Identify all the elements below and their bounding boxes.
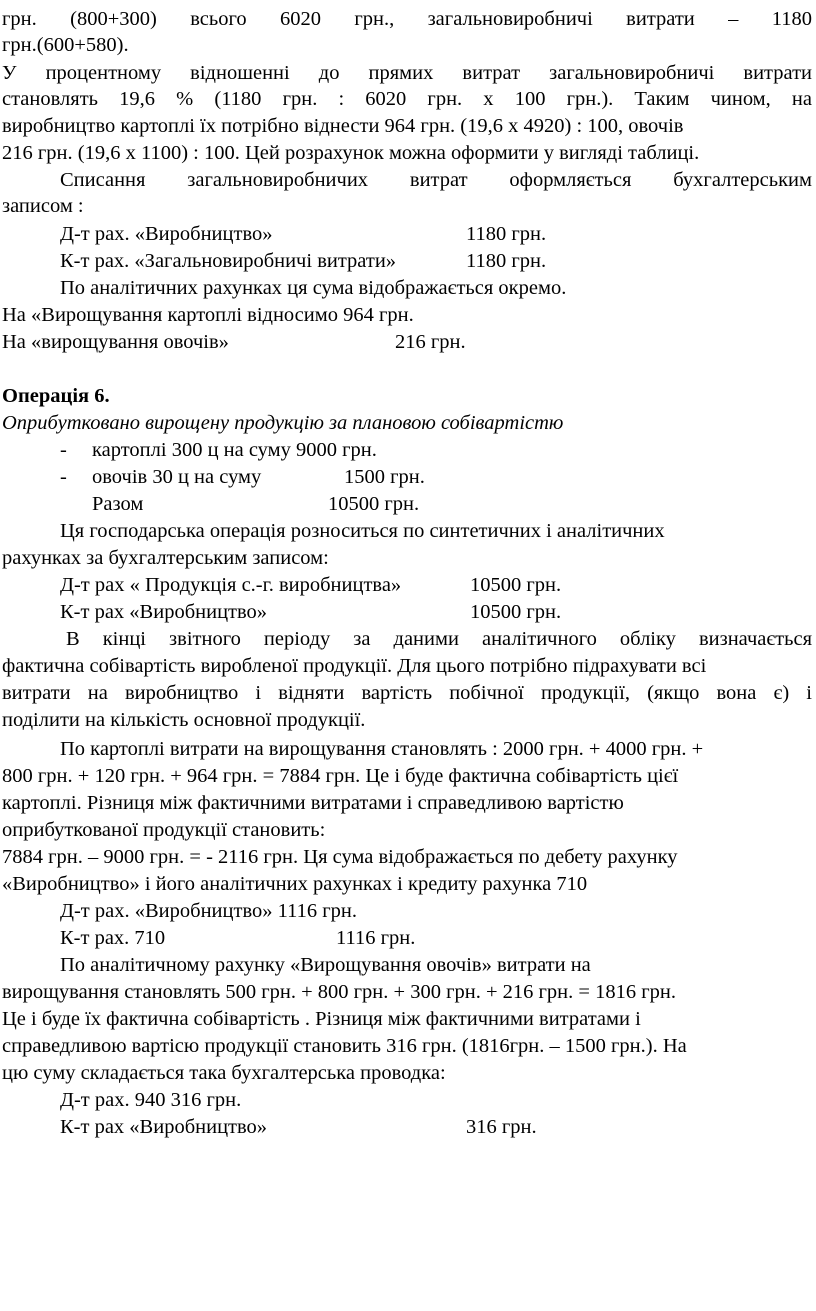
text-line: поділити на кількість основної продукції. (2, 709, 366, 731)
text-line: По аналітичному рахунку «Вирощування овочів» витрати на (60, 954, 591, 976)
text-line: По аналітичних рахунках ця сума відображається окремо. (60, 277, 567, 299)
text-line: картоплі. Різниця між фактичними витратами і справедливою вартістю (2, 792, 624, 814)
entry-debit-amount: 10500 грн. (470, 574, 562, 596)
entry-credit-account: К-т рах «Виробництво» (60, 601, 268, 623)
entry-debit: Д-т рах. «Виробництво» 1116 грн. (60, 900, 357, 922)
list-item: картоплі 300 ц на суму 9000 грн. (92, 439, 377, 461)
entry-debit-amount: 1180 грн. (466, 223, 547, 245)
list-bullet: - (60, 439, 67, 461)
total-amount: 10500 грн. (328, 493, 420, 515)
text-line: грн. (800+300) всього 6020 грн., загальновиробничі витрати – 1180 (2, 8, 812, 30)
text-line: витрати на виробництво і відняти вартість побічної продукції, (якщо вона є) і (2, 682, 812, 704)
total-label: Разом (92, 493, 144, 515)
text-line: «Виробництво» і його аналітичних рахунках і кредиту рахунка 710 (2, 873, 588, 895)
text-line: У процентному відношенні до прямих витрат загальновиробничі витрати (2, 62, 812, 84)
text-line: вирощування становлять 500 грн. + 800 грн. + 300 грн. + 216 грн. = 1816 грн. (2, 981, 676, 1003)
entry-credit-account: К-т рах «Виробництво» (60, 1116, 268, 1138)
entry-debit-account: Д-т рах. «Виробництво» (60, 223, 273, 245)
entry-credit-account: К-т рах. 710 (60, 927, 166, 949)
text-line: 800 грн. + 120 грн. + 964 грн. = 7884 грн. Це і буде фактична собівартість цієї (2, 765, 679, 787)
text-line: 216 грн. (19,6 х 1100) : 100. Цей розрахунок можна оформити у вигляді таблиці. (2, 142, 700, 164)
text-line: фактична собівартість виробленої продукції. Для цього потрібно підрахувати всі (2, 655, 707, 677)
list-item-amount: 1500 грн. (344, 466, 425, 488)
entry-credit-amount: 316 грн. (466, 1116, 537, 1138)
text-line-amount: 216 грн. (395, 331, 466, 353)
text-line: В кінці звітного періоду за даними аналітичного обліку визначається (66, 628, 812, 650)
text-line: По картоплі витрати на вирощування становлять : 2000 грн. + 4000 грн. + (60, 738, 704, 760)
text-line: 7884 грн. – 9000 грн. = - 2116 грн. Ця сума відображається по дебету рахунку (2, 846, 678, 868)
entry-credit-amount: 1116 грн. (336, 927, 416, 949)
text-line: Ця господарська операція розноситься по синтетичних і аналітичних (60, 520, 665, 542)
text-line: Це і буде їх фактична собівартість . Різниця між фактичними витратами і (2, 1008, 641, 1030)
section-heading: Операція 6. (2, 385, 110, 407)
text-line: грн.(600+580). (2, 34, 129, 56)
text-line: записом : (2, 195, 84, 217)
text-line: виробництво картоплі їх потрібно віднести 964 грн. (19,6 х 4920) : 100, овочів (2, 115, 684, 137)
entry-debit: Д-т рах. 940 316 грн. (60, 1089, 242, 1111)
text-line: оприбуткованої продукції становить: (2, 819, 326, 841)
text-line: Списання загальновиробничих витрат оформляється бухгалтерським (60, 169, 812, 191)
text-line: становлять 19,6 % (1180 грн. : 6020 грн. х 100 грн.). Таким чином, на (2, 88, 812, 110)
text-line: рахунках за бухгалтерським записом: (2, 547, 329, 569)
text-line: На «Вирощування картоплі відносимо 964 грн. (2, 304, 414, 326)
list-bullet: - (60, 466, 67, 488)
list-item: овочів 30 ц на суму (92, 466, 262, 488)
section-subtitle: Оприбутковано вирощену продукцію за плановою собівартістю (2, 412, 564, 434)
entry-credit-amount: 1180 грн. (466, 250, 547, 272)
text-line-label: На «вирощування овочів» (2, 331, 229, 353)
text-line: справедливою вартісю продукції становить 316 грн. (1816грн. – 1500 грн.). На (2, 1035, 687, 1057)
entry-debit-account: Д-т рах « Продукція с.-г. виробництва» (60, 574, 402, 596)
text-line: цю суму складається така бухгалтерська проводка: (2, 1062, 446, 1084)
entry-credit-amount: 10500 грн. (470, 601, 562, 623)
entry-credit-account: К-т рах. «Загальновиробничі витрати» (60, 250, 397, 272)
